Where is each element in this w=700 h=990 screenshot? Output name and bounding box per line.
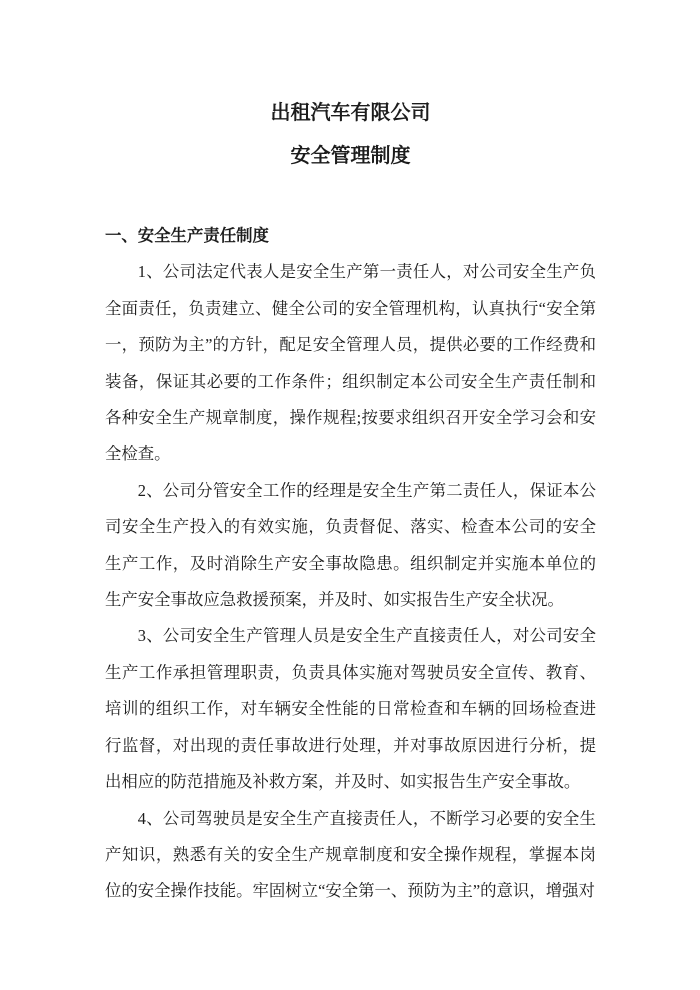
paragraph-1: 1、公司法定代表人是安全生产第一责任人，对公司安全生产负全面责任，负责建立、健全公司的安全管理机构，认真执行“安全第一，预防为主”的方针，配足安全管理人员，提供必要的工作经费和装备，保证其必要的工作条件；组织制定本公司安全生产责任制和各种安全生产规章制度，操作规程;按要求组织召开安全学习会和安全检查。 (105, 262, 596, 464)
paragraph-3: 3、公司安全生产管理人员是安全生产直接责任人，对公司安全生产工作承担管理职责，负责具体实施对驾驶员安全宣传、教育、培训的组织工作，对车辆安全性能的日常检查和车辆的回场检查进行监督，对出现的责任事故进行处理，并对事故原因进行分析，提出相应的防范措施及补救方案，并及时、如实报告生产安全事故。 (105, 626, 596, 792)
paragraph-2: 2、公司分管安全工作的经理是安全生产第二责任人，保证本公司安全生产投入的有效实施，负责督促、落实、检查本公司的安全生产工作，及时消除生产安全事故隐患。组织制定并实施本单位的生产安全事故应急救援预案，并及时、如实报告生产安全状况。 (105, 480, 596, 610)
doc-subtitle: 安全管理制度 (290, 145, 411, 167)
paragraph-4: 4、公司驾驶员是安全生产直接责任人，不断学习必要的安全生产知识，熟悉有关的安全生产规章制度和安全操作规程，掌握本岗位的安全操作技能。牢固树立“安全第一、预防为主”的意识，增强对 (105, 808, 596, 901)
doc-title: 出租汽车有限公司 (270, 102, 431, 124)
section-heading: 一、安全生产责任制度 (105, 226, 269, 245)
title-block (105, 92, 596, 178)
document-body (105, 218, 596, 910)
